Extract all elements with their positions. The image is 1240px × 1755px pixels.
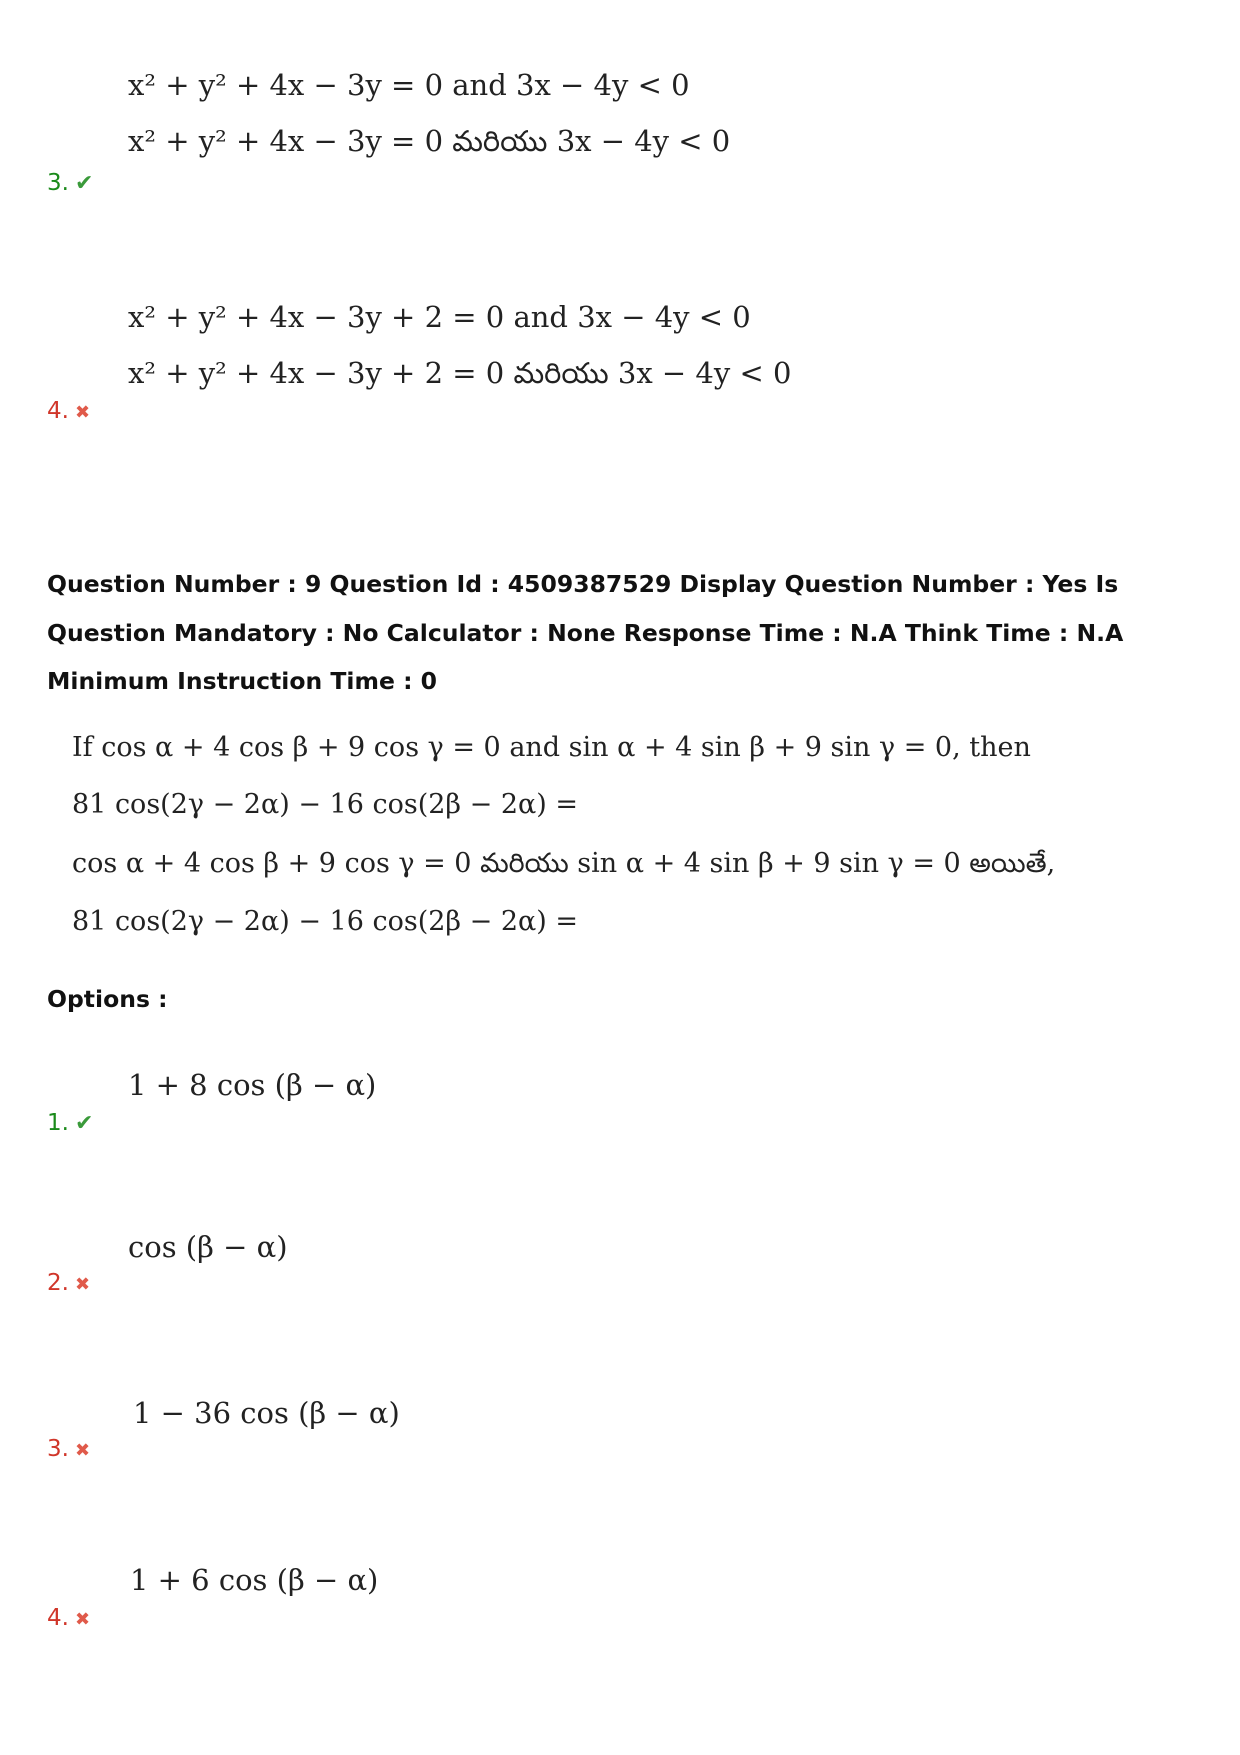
option-number: 3. <box>47 1436 69 1462</box>
condition: 3x − 4y < 0 <box>556 124 731 158</box>
option-number: 4. <box>47 398 69 424</box>
options-label: Options : <box>47 985 168 1013</box>
condition: 3x − 4y < 0 <box>577 300 751 334</box>
option-2-number <box>47 1270 90 1296</box>
option-4-number <box>47 1605 90 1631</box>
equation: x² + y² + 4x − 3y + 2 = 0 <box>128 356 505 390</box>
option-1-number <box>47 1110 93 1136</box>
option-number: 4. <box>47 1605 69 1631</box>
question-line-3: cos α + 4 cos β + 9 cos γ = 0 మరియు sin α + 4 sin β + 9 sin γ = 0 అయితే, <box>72 848 1056 879</box>
option-number: 2. <box>47 1270 69 1296</box>
conjunction: and <box>513 300 568 334</box>
condition: 3x − 4y < 0 <box>516 68 690 102</box>
option-3-number <box>47 1436 90 1462</box>
option-3-text: 1 − 36 cos (β − α) <box>133 1396 400 1430</box>
question-line-1: If cos α + 4 cos β + 9 cos γ = 0 and sin α + 4 sin β + 9 sin γ = 0, then <box>72 732 1031 763</box>
cross-icon: ✖ <box>74 402 91 423</box>
option-2-text: cos (β − α) <box>128 1230 288 1264</box>
question-line-2: 81 cos(2γ − 2α) − 16 cos(2β − 2α) = <box>72 789 578 820</box>
check-icon: ✔ <box>74 1111 94 1136</box>
condition: 3x − 4y < 0 <box>617 356 792 390</box>
prev-option-4-telugu <box>128 356 791 398</box>
equation: x² + y² + 4x − 3y = 0 <box>128 124 444 158</box>
cross-icon: ✖ <box>74 1274 91 1295</box>
equation: x² + y² + 4x − 3y + 2 = 0 <box>128 300 505 334</box>
prev-option-4-number <box>47 398 90 424</box>
option-number: 3. <box>47 170 69 196</box>
option-number: 1. <box>47 1110 69 1136</box>
conjunction: and <box>452 68 507 102</box>
conjunction: మరియు <box>513 356 609 390</box>
cross-icon: ✖ <box>74 1609 91 1630</box>
conjunction: మరియు <box>452 124 548 158</box>
option-4-text: 1 + 6 cos (β − α) <box>130 1563 379 1597</box>
prev-option-3-english <box>128 68 690 102</box>
prev-option-4-english <box>128 300 751 334</box>
prev-option-3-number <box>47 170 93 196</box>
cross-icon: ✖ <box>74 1440 91 1461</box>
option-1-text: 1 + 8 cos (β − α) <box>128 1068 377 1102</box>
prev-option-3-telugu <box>128 124 730 166</box>
check-icon: ✔ <box>74 171 94 196</box>
question-meta: Question Number : 9 Question Id : 4509387529 Display Question Number : Yes Is Question Mandatory : No Calculator : None Response Time : N.A Think Time : N.A Minimum Instruction Time : 0 <box>47 570 1124 695</box>
equation: x² + y² + 4x − 3y = 0 <box>128 68 444 102</box>
question-line-4: 81 cos(2γ − 2α) − 16 cos(2β − 2α) = <box>72 906 578 937</box>
